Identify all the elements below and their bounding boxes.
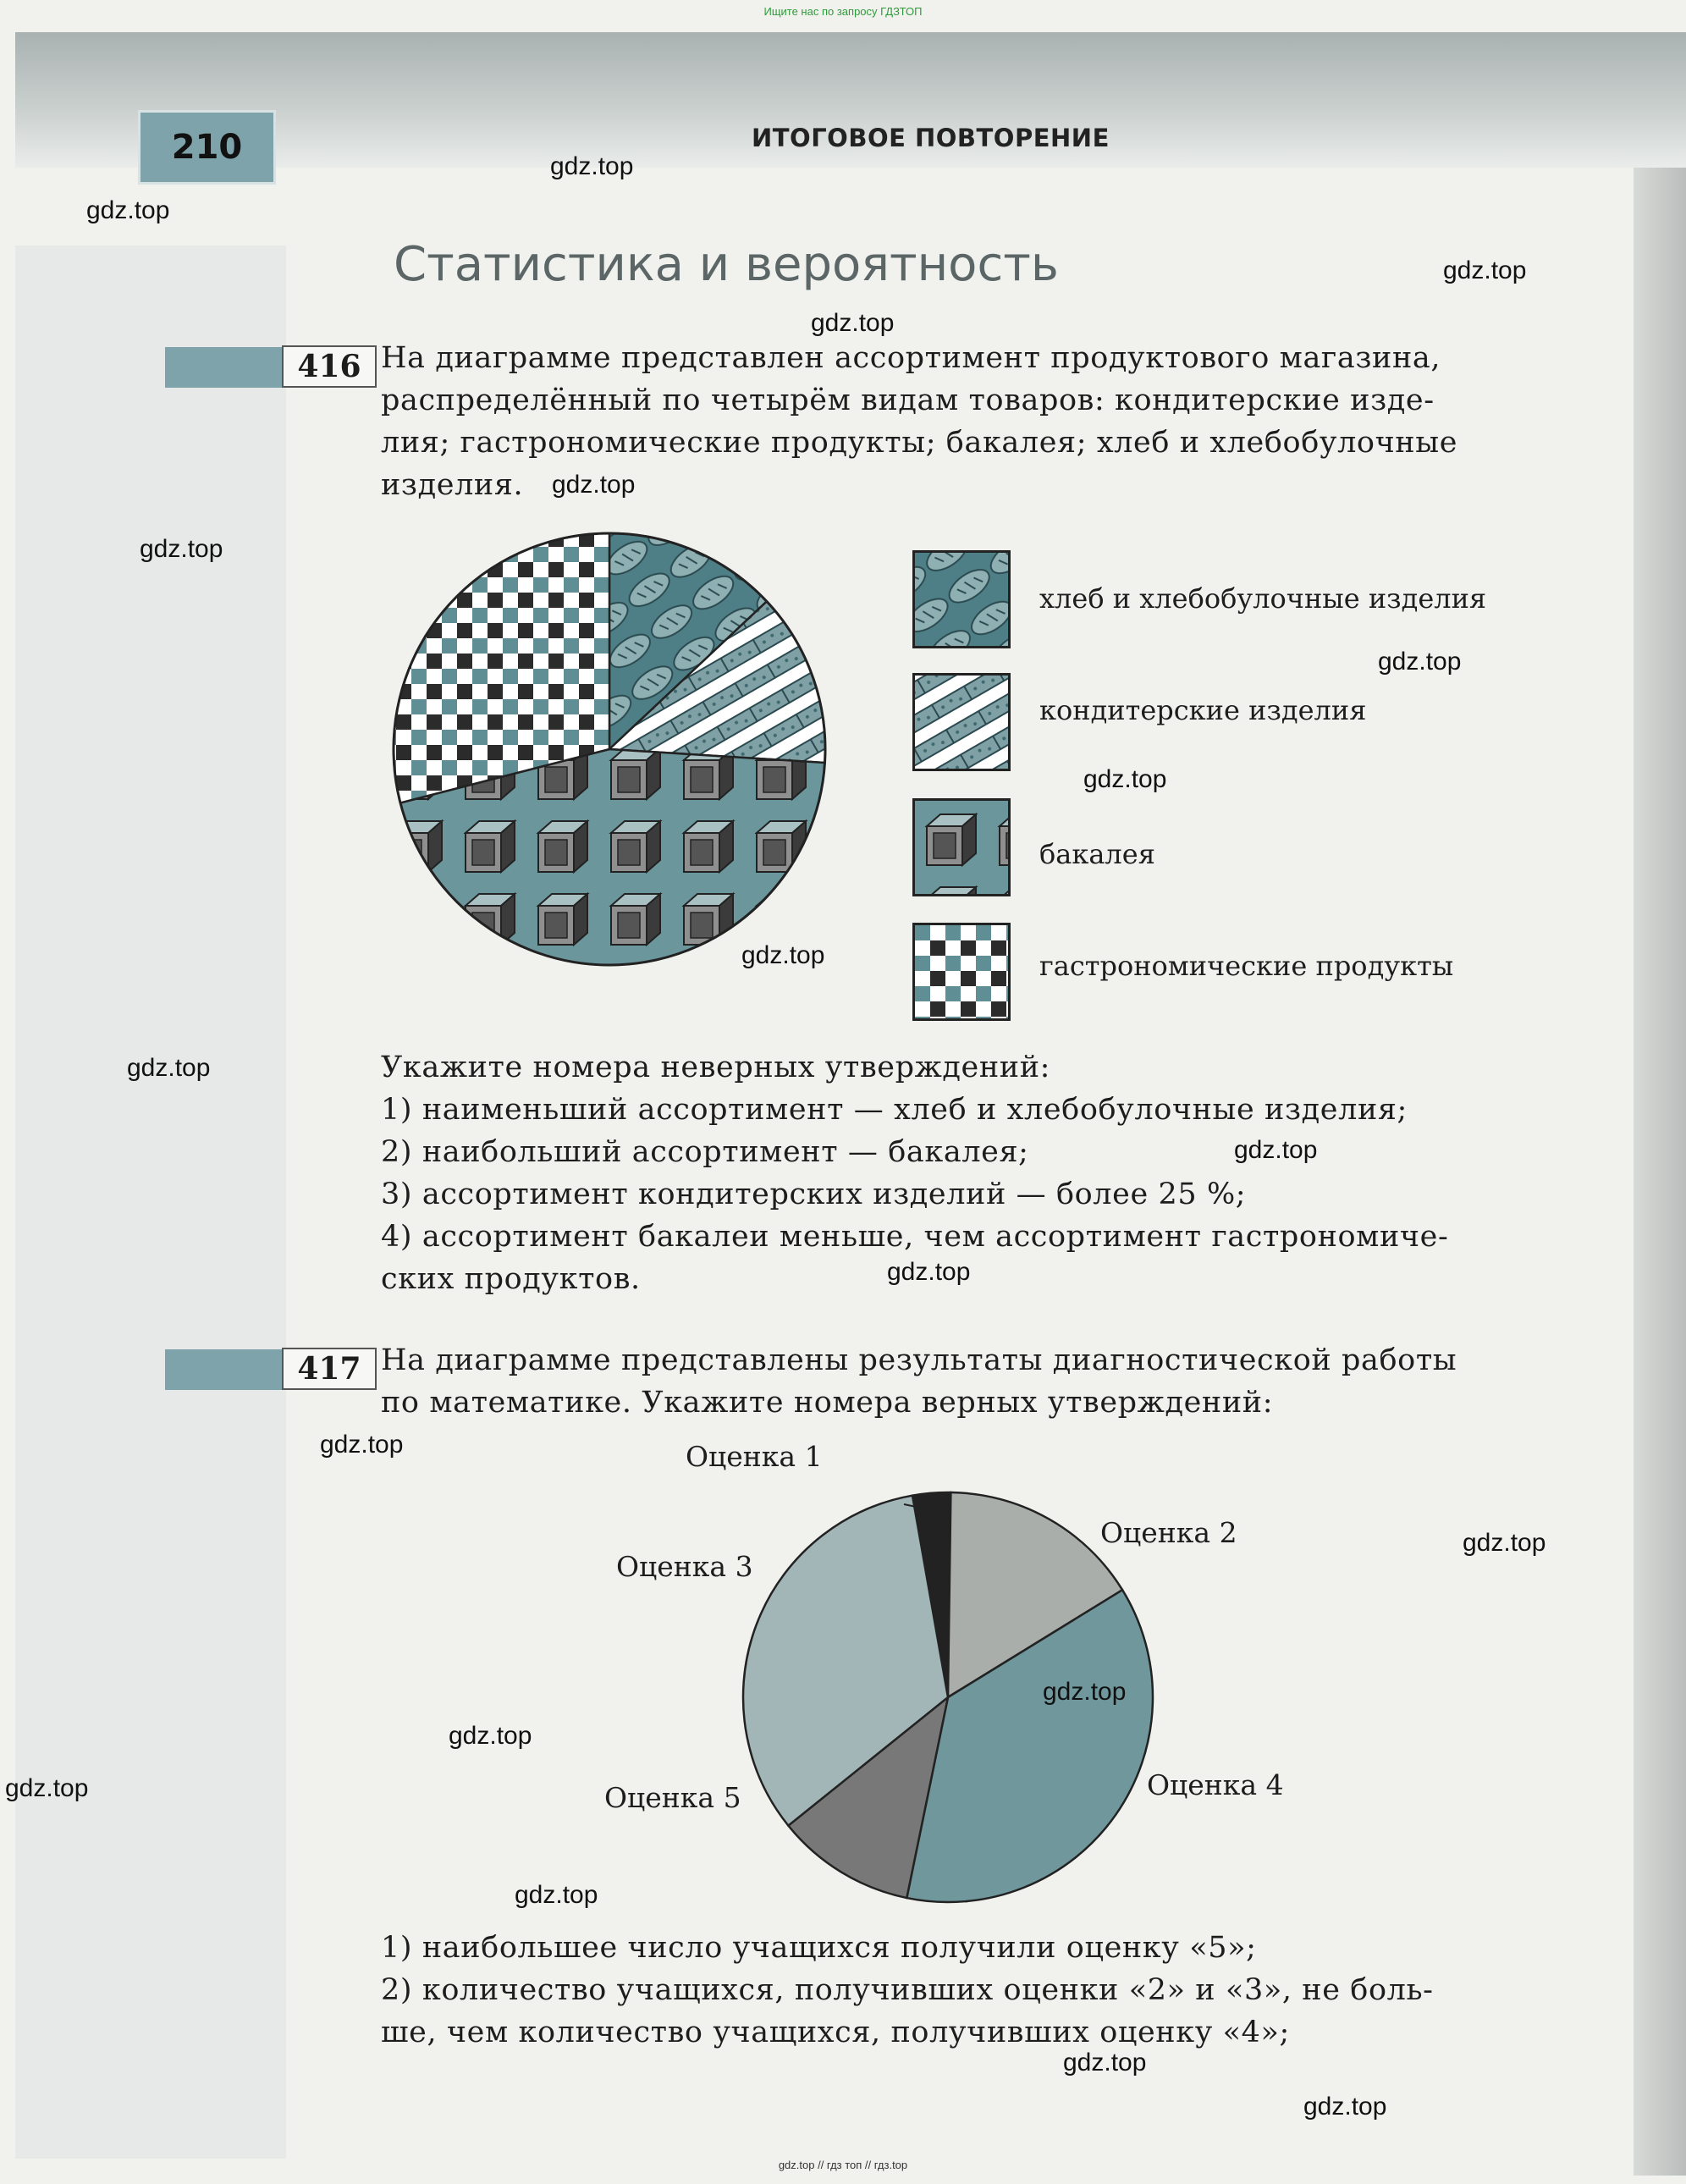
exercise-number-tab bbox=[165, 1349, 284, 1390]
pie-label-grade-1: Оценка 1 bbox=[686, 1440, 823, 1473]
page-edge-shadow bbox=[1634, 34, 1686, 2176]
question: Укажите номера неверных утверждений: bbox=[381, 1051, 1051, 1084]
grocery-box-pattern-icon bbox=[912, 798, 1011, 896]
exercise-number-tab bbox=[165, 347, 284, 388]
statement: 3) ассортимент кондитерских изделий — более 25 %; bbox=[381, 1177, 1247, 1211]
watermark: gdz.top bbox=[1378, 648, 1462, 676]
watermark: gdz.top bbox=[1083, 765, 1167, 793]
pie-416-slices bbox=[394, 533, 825, 965]
bottom-note: gdz.top // гдз топ // гдз.top bbox=[778, 2159, 908, 2171]
statement: 1) наибольшее число учащихся получили оценку «5»; bbox=[381, 1931, 1257, 1965]
watermark: gdz.top bbox=[1463, 1529, 1546, 1557]
legend-label-confectionery: кондитерские изделия bbox=[1039, 694, 1367, 726]
prompt-line: распределённый по четырём видам товаров: кондитерские изде- bbox=[381, 383, 1435, 417]
exercise-416-prompt bbox=[381, 337, 1515, 506]
pie-label-grade-5: Оценка 5 bbox=[604, 1781, 741, 1814]
prompt-line: На диаграмме представлены результаты диагностической работы bbox=[381, 1343, 1457, 1377]
pie-label-grade-4: Оценка 4 bbox=[1147, 1768, 1284, 1801]
exercise-417-statements bbox=[381, 1927, 1515, 2054]
watermark: gdz.top bbox=[552, 471, 636, 499]
section-title: Статистика и вероятность bbox=[394, 237, 1059, 292]
grades-pie-chart bbox=[592, 1431, 1354, 1905]
statement: ских продуктов. bbox=[381, 1262, 641, 1296]
watermark: gdz.top bbox=[550, 152, 634, 180]
exercise-417-prompt bbox=[381, 1339, 1515, 1424]
statement: ше, чем количество учащихся, получивших оценку «4»; bbox=[381, 2016, 1290, 2049]
page-number-tab bbox=[138, 110, 276, 185]
prompt-line: по математике. Укажите номера верных утверждений: bbox=[381, 1386, 1274, 1420]
watermark: gdz.top bbox=[1063, 2049, 1147, 2076]
checkerboard-pattern-icon bbox=[912, 923, 1011, 1021]
watermark: gdz.top bbox=[811, 309, 895, 337]
watermark: gdz.top bbox=[320, 1431, 404, 1459]
watermark: gdz.top bbox=[127, 1054, 211, 1082]
watermark: gdz.top bbox=[1443, 256, 1527, 284]
prompt-line: лия; гастрономические продукты; бакалея; хлеб и хлебобулочные bbox=[381, 426, 1458, 460]
watermark: gdz.top bbox=[1234, 1136, 1318, 1164]
statement: 1) наименьший ассортимент — хлеб и хлебобулочные изделия; bbox=[381, 1093, 1408, 1127]
pie-label-grade-3: Оценка 3 bbox=[616, 1550, 753, 1583]
legend-label-deli: гастрономические продукты bbox=[1039, 950, 1454, 982]
watermark: gdz.top bbox=[5, 1774, 89, 1802]
watermark: gdz.top bbox=[741, 941, 825, 969]
confectionery-pattern-icon bbox=[912, 673, 1011, 771]
statement: 4) ассортимент бакалеи меньше, чем ассортимент гастрономиче- bbox=[381, 1220, 1449, 1254]
watermark: gdz.top bbox=[1303, 2093, 1387, 2121]
exercise-number-416: 416 bbox=[282, 345, 377, 388]
legend-label-grocery: бакалея bbox=[1039, 838, 1155, 870]
page-number: 210 bbox=[171, 128, 243, 167]
pie-label-grade-2: Оценка 2 bbox=[1100, 1516, 1237, 1549]
prompt-line: изделия. bbox=[381, 468, 524, 502]
watermark: gdz.top bbox=[887, 1258, 971, 1286]
prompt-line: На диаграмме представлен ассортимент продуктового магазина, bbox=[381, 341, 1441, 375]
top-note: Ищите нас по запросу ГДЗТОП bbox=[763, 5, 923, 18]
bread-pattern-icon bbox=[912, 550, 1011, 648]
watermark: gdz.top bbox=[86, 196, 170, 224]
watermark: gdz.top bbox=[515, 1881, 598, 1909]
assortment-pie-chart bbox=[381, 516, 838, 990]
watermark: gdz.top bbox=[1043, 1678, 1127, 1706]
legend-label-bread: хлеб и хлебобулочные изделия bbox=[1039, 582, 1487, 615]
watermark: gdz.top bbox=[140, 535, 223, 563]
running-header-title: ИТОГОВОЕ ПОВТОРЕНИЕ bbox=[752, 124, 1110, 152]
exercise-number-417: 417 bbox=[282, 1348, 377, 1390]
left-margin-band bbox=[15, 245, 286, 2159]
watermark: gdz.top bbox=[449, 1722, 532, 1750]
statement: 2) количество учащихся, получивших оценки «2» и «3», не боль- bbox=[381, 1973, 1434, 2007]
statement: 2) наибольший ассортимент — бакалея; bbox=[381, 1135, 1029, 1169]
